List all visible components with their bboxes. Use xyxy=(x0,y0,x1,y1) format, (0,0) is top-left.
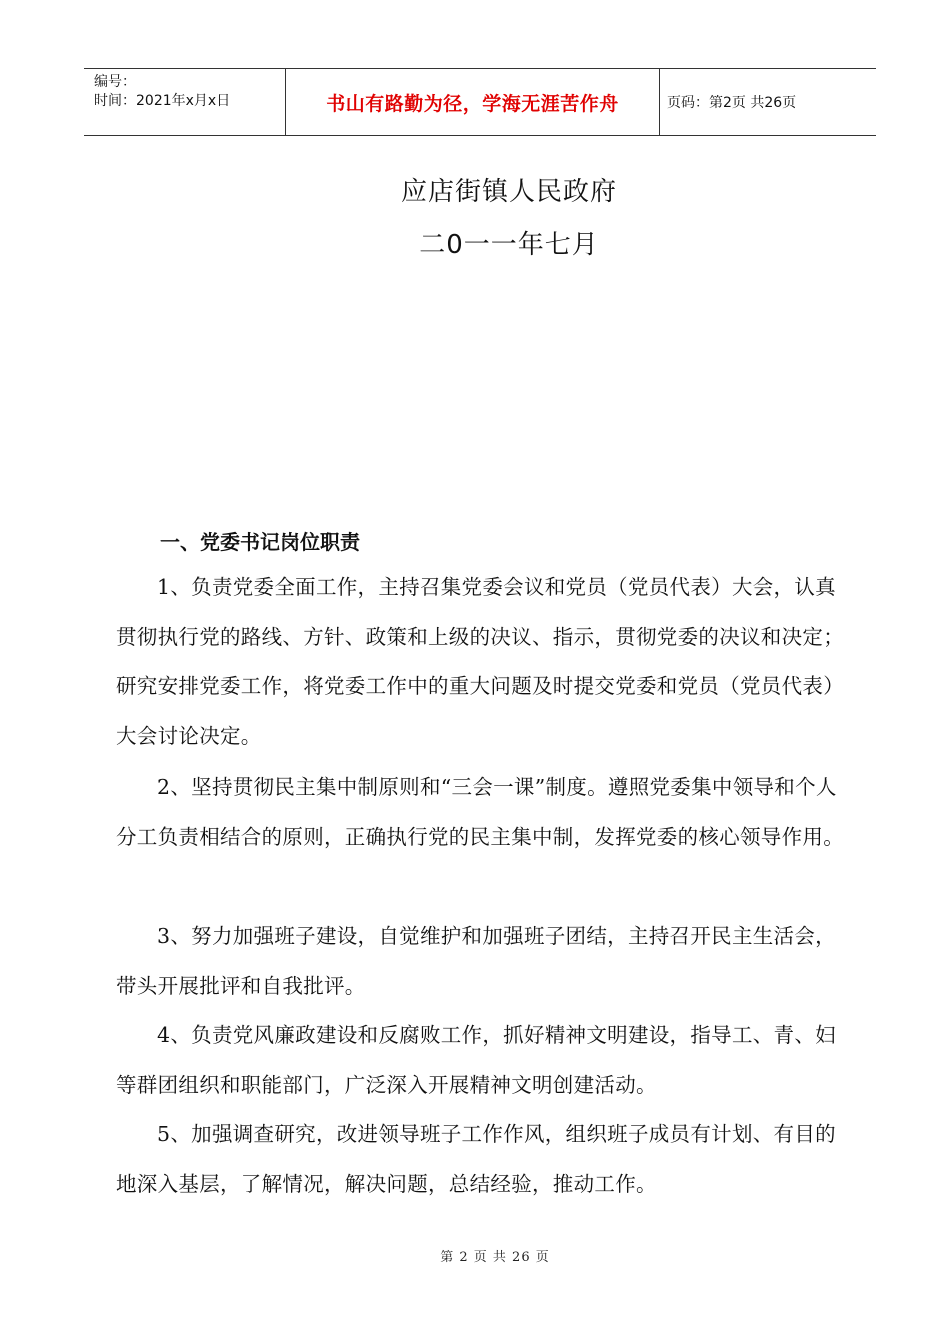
header-page-info: 页码：第2页 共26页 xyxy=(667,95,797,111)
section-heading: 一、党委书记岗位职责 xyxy=(160,530,360,554)
header-divider xyxy=(659,69,660,135)
header-motto: 书山有路勤为径，学海无涯苦作舟 xyxy=(326,92,619,115)
paragraph: 4、负责党风廉政建设和反腐败工作，抓好精神文明建设，指导工、青、妇等群团组织和职能部门，广泛深入开展精神文明创建活动。 xyxy=(116,1023,836,1097)
document-org-name: 应店街镇人民政府 xyxy=(400,177,617,207)
paragraph: 1、负责党委全面工作，主持召集党委会议和党员（党员代表）大会，认真贯彻执行党的路线、方针、政策和上级的决议、指示，贯彻党委的决议和决定；研究安排党委工作，将党委工作中的重大问题及时提交党委和党员（党员代表）大会讨论决定。 xyxy=(116,575,844,748)
header-number-label: 编号： xyxy=(94,74,136,90)
header-meta xyxy=(94,73,284,111)
paragraph: 2、坚持贯彻民主集中制原则和“三会一课”制度。遵照党委集中领导和个人分工负责相结合的原则，正确执行党的民主集中制，发挥党委的核心领导作用。 xyxy=(116,775,844,849)
paragraph: 5、加强调查研究，改进领导班子工作作风，组织班子成员有计划、有目的地深入基层，了解情况，解决问题，总结经验，推动工作。 xyxy=(116,1122,836,1196)
header-time-label: 时间：2021年x月x日 xyxy=(94,93,231,109)
paragraph: 3、努力加强班子建设，自觉维护和加强班子团结，主持召开民主生活会，带头开展批评和自我批评。 xyxy=(116,924,836,998)
document-date: 二0一一年七月 xyxy=(419,230,599,260)
page-footer: 第 2 页 共 26 页 xyxy=(440,1250,550,1265)
page-header xyxy=(84,68,876,136)
